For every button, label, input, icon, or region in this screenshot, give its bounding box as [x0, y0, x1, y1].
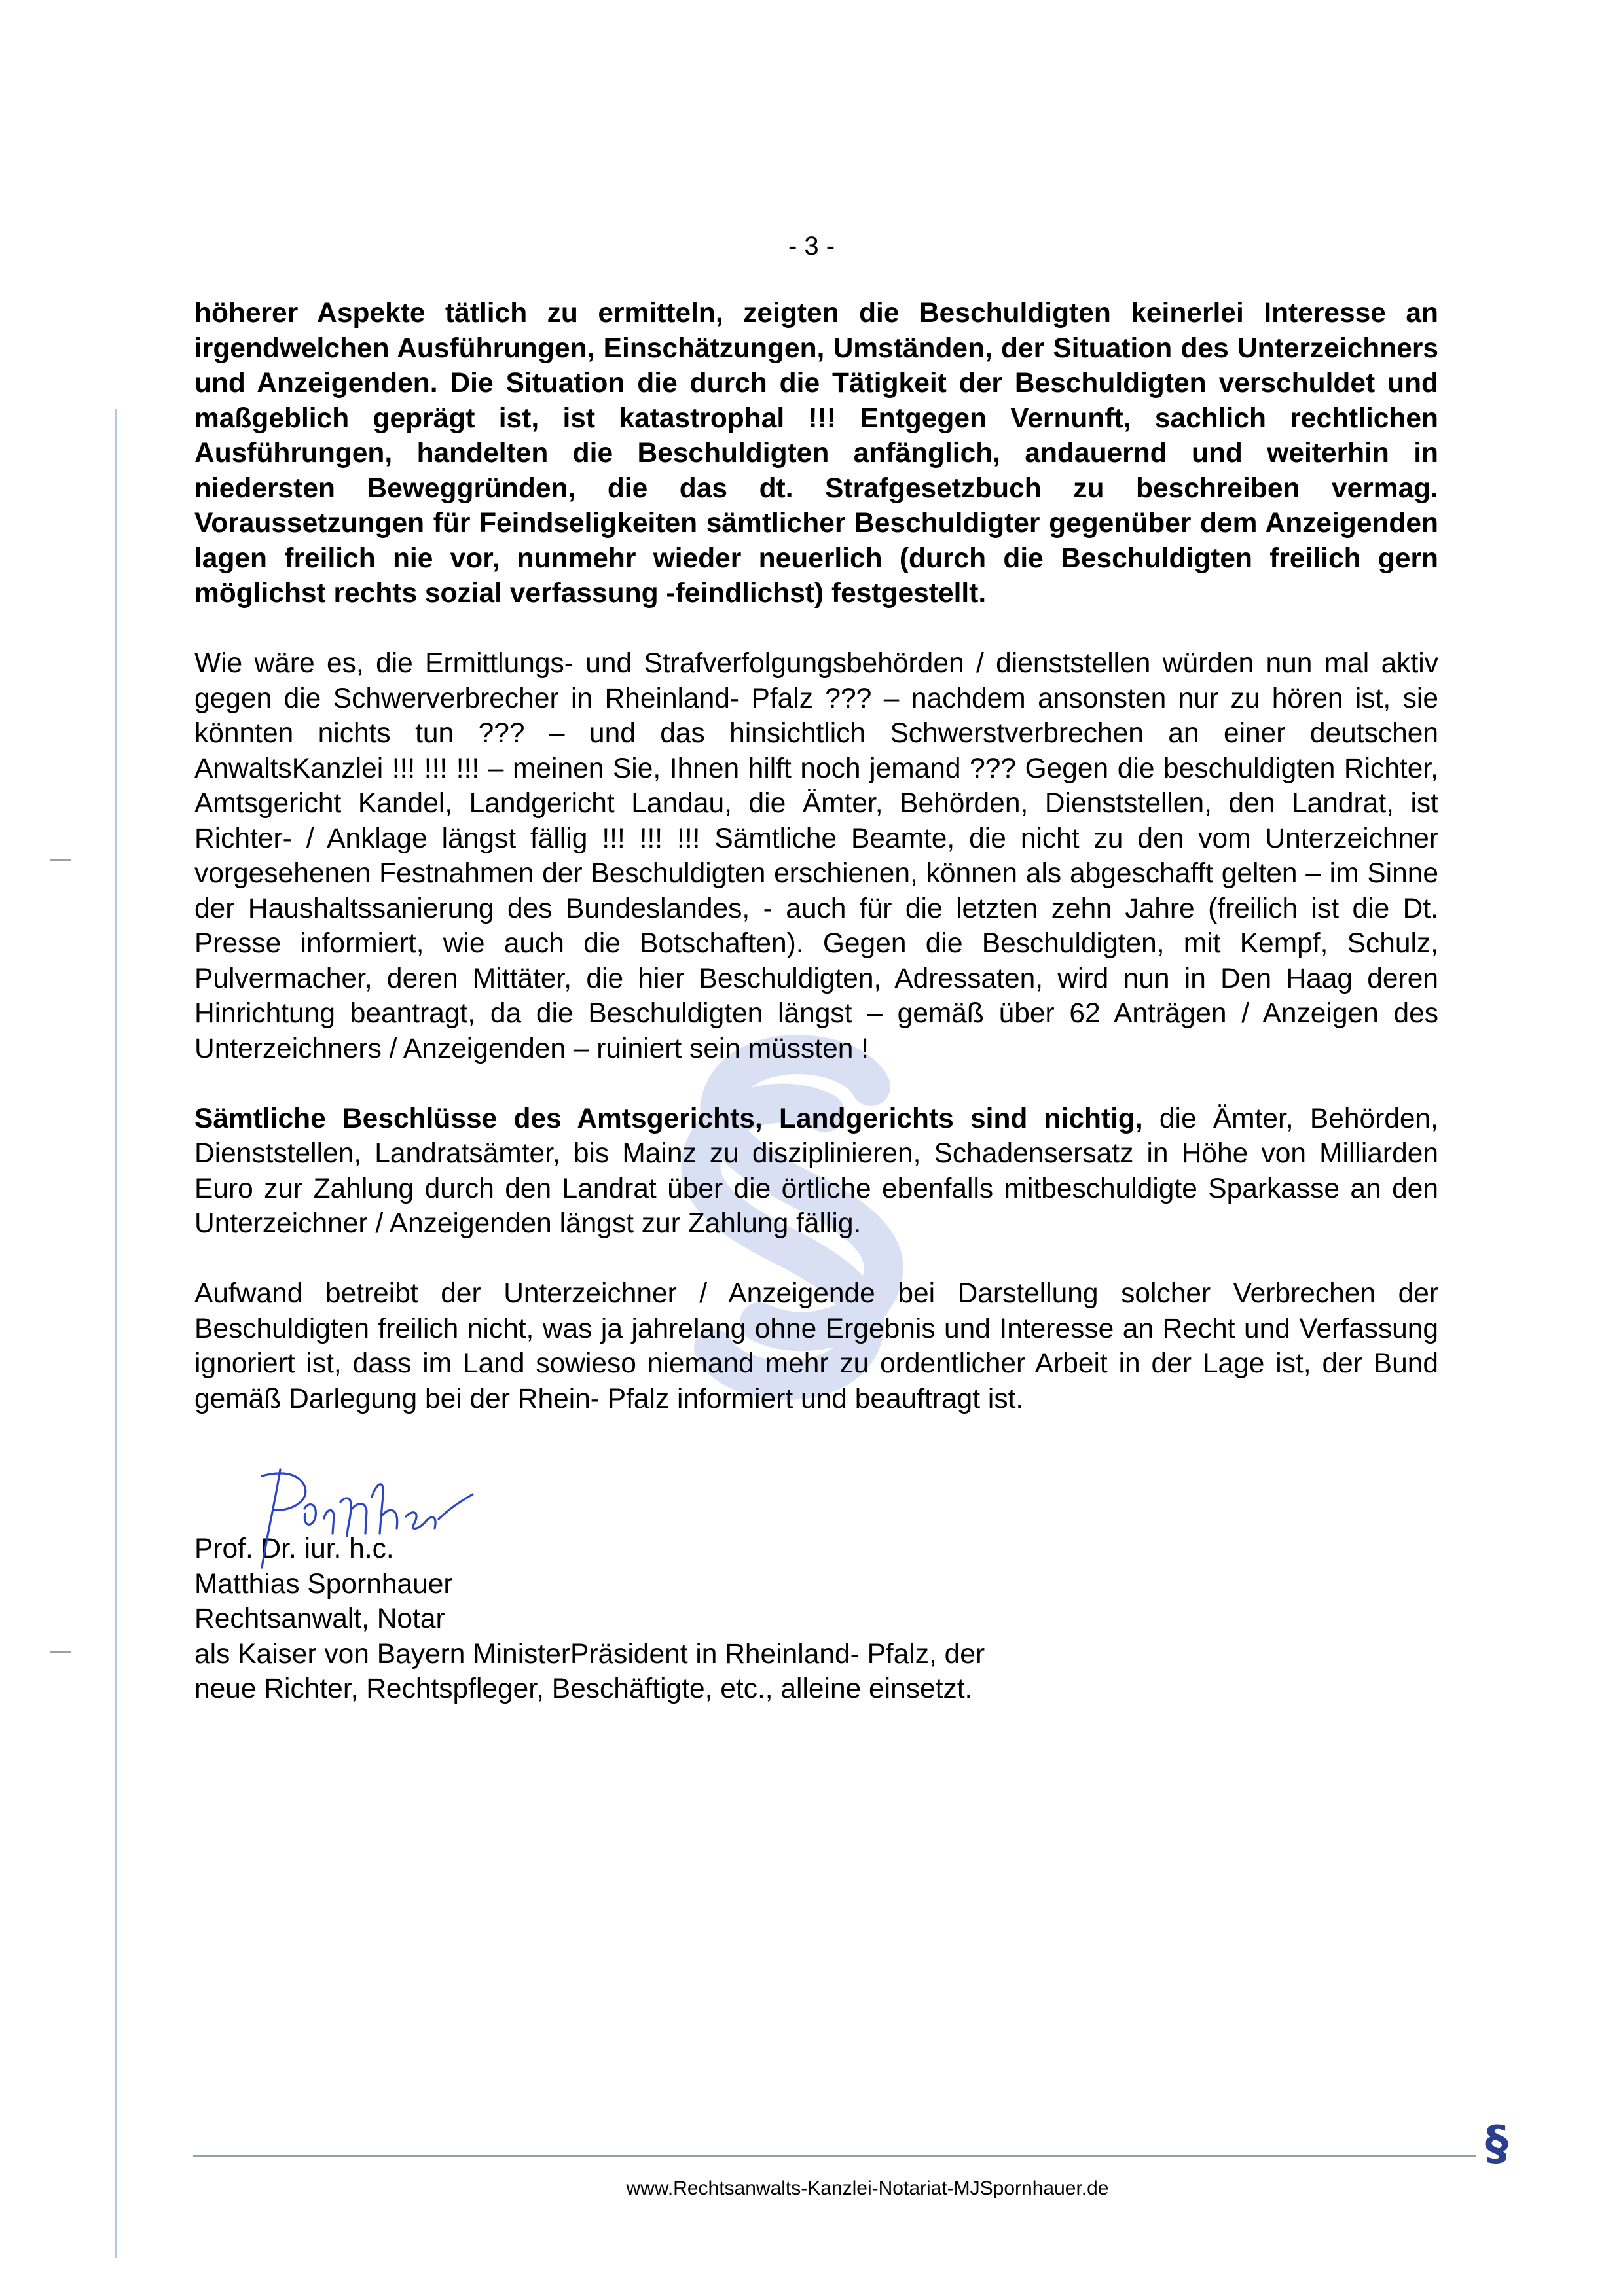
paragraph-1: höherer Aspekte tätlich zu ermitteln, zeigten die Beschuldigten keinerlei Interesse an irgendwelchen Ausführungen, Einschätzungen, Umständen, der Situation des Unterzeichners und Anzeigenden. Die Situation die durch die Tätigkeit der Beschuldigten verschuldet und maßgeblich geprägt ist, ist katastrophal !!! Entgegen Vernunft, sachlich rechtlichen Ausführungen, handelten die Beschuldigten anfänglich, andauernd und weiterhin in niedersten Beweggründen, die das dt. Strafgesetzbuch zu beschreiben vermag. Voraussetzungen für Feindseligkeiten sämtlicher Beschuldigter gegenüber dem Anzeigenden lagen freilich nie vor, nunmehr wieder neuerlich (durch die Beschuldigten freilich gern möglichst rechts sozial verfassung -feindlichst) festgestellt. — [194, 298, 1438, 609]
paragraph-2: Wie wäre es, die Ermittlungs- und Strafverfolgungsbehörden / dienststellen würden nun mal aktiv gegen die Schwerverbrecher in Rheinland- Pfalz ??? – nachdem ansonsten nur zu hören ist, sie könnten nichts tun ??? – und das hinsichtlich Schwerstverbrechen an einer deutschen AnwaltsKanzlei !!! !!! !!! – meinen Sie, Ihnen hilft noch jemand ??? Gegen die beschuldigten Richter, Amtsgericht Kandel, Landgericht Landau, die Ämter, Behörden, Dienststellen, den Landrat, ist Richter- / Anklage längst fällig !!! !!! !!! Sämtliche Beamte, die nicht zu den vom Unterzeichner vorgesehenen Festnahmen der Beschuldigten erschienen, können als abgeschafft gelten – im Sinne der Haushaltssanierung des Bundeslandes, - auch für die letzten zehn Jahre (freilich ist die Dt. Presse informiert, wie auch die Botschaften). Gegen die Beschuldigten, mit Kempf, Schulz, Pulvermacher, deren Mittäter, die hier Beschuldigten, Adressaten, wird nun in Den Haag deren Hinrichtung beantragt, da die Beschuldigten längst – gemäß über 62 Anträgen / Anzeigen des Unterzeichners / Anzeigenden – ruiniert sein müssten ! — [194, 648, 1438, 1064]
signature-line-5: neue Richter, Rechtspfleger, Beschäftigte, etc., alleine einsetzt. — [194, 1674, 973, 1704]
fold-mark-bottom — [50, 1651, 71, 1653]
paragraph-3-rest: die Ämter, Behörden, Dienststellen, Landratsämter, bis Mainz zu disziplinieren, Schadensersatz in Höhe von Milliarden Euro zur Zahlung durch den Landrat über die örtliche ebenfalls mitbeschuldigte Sparkasse an den Unterzeichner / Anzeigenden längst zur Zahlung fällig. — [194, 1103, 1438, 1239]
fold-mark-top — [50, 859, 71, 861]
paragraph-4: Aufwand betreibt der Unterzeichner / Anzeigende bei Darstellung solcher Verbrechen der Beschuldigten freilich nicht, was ja jahrelang ohne Ergebnis und Interesse an Recht und Verfassung ignoriert ist, dass im Land sowieso niemand mehr zu ordentlicher Arbeit in der Lage ist, der Bund gemäß Darlegung bei der Rhein- Pfalz informiert und beauftragt ist. — [194, 1278, 1438, 1414]
signature-name: Matthias Spornhauer — [194, 1568, 453, 1600]
letter-body — [194, 296, 1438, 1452]
paragraph-3-bold: Sämtliche Beschlüsse des Amtsgerichts, Landgerichts sind nichtig, — [194, 1103, 1143, 1134]
paragraph-3 — [194, 1102, 1438, 1242]
signature-title: Prof. Dr. iur. h.c. — [194, 1534, 394, 1564]
handwritten-signature — [242, 1456, 478, 1581]
footer-divider — [193, 2155, 1476, 2157]
section-sign-logo-icon: § — [1485, 2115, 1508, 2170]
left-margin-rule — [115, 409, 117, 2258]
footer-website-url: www.Rechtsanwalts-Kanzlei-Notariat-MJSpornhauer.de — [626, 2178, 1109, 2199]
signature-line-4: als Kaiser von Bayern MinisterPräsident in Rheinland- Pfalz, der — [194, 1638, 985, 1670]
signature-profession: Rechtsanwalt, Notar — [194, 1604, 445, 1634]
page-number: - 3 - — [788, 232, 835, 260]
